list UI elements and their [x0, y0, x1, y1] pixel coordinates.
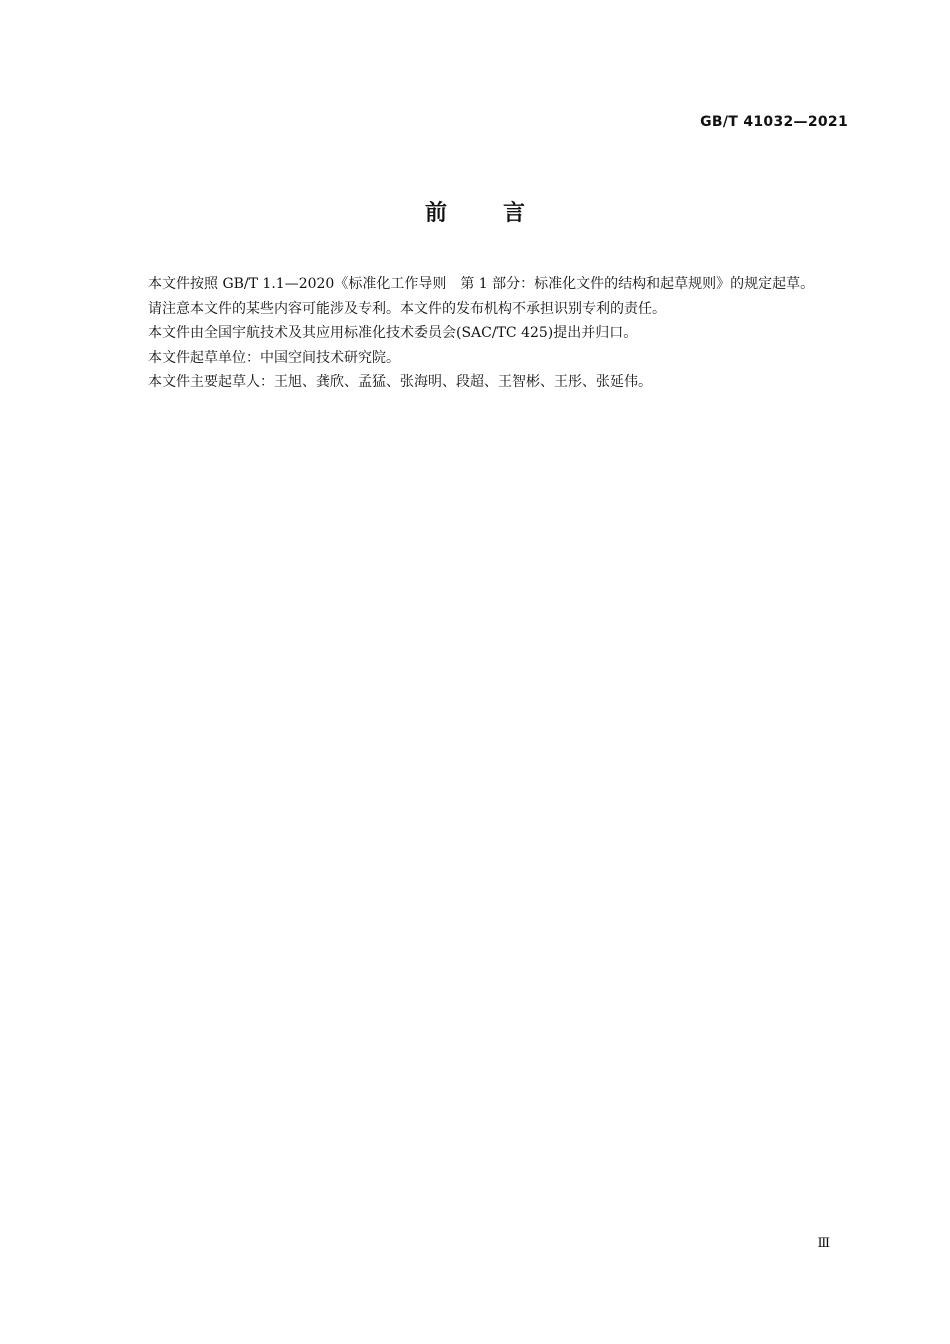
- page-number: Ⅲ: [817, 1236, 830, 1251]
- paragraph-proposer: 本文件由全国宇航技术及其应用标准化技术委员会(SAC/TC 425)提出并归口。: [148, 325, 638, 341]
- paragraph-drafters: 本文件主要起草人：王旭、龚欣、孟猛、张海明、段超、王智彬、王彤、张延伟。: [148, 374, 652, 390]
- page-title: [0, 196, 950, 227]
- paragraph-drafting-rules: 本文件按照 GB/T 1.1—2020《标准化工作导则 第 1 部分：标准化文件的结构和起草规则》的规定起草。: [148, 276, 815, 292]
- standard-code: GB/T 41032—2021: [700, 114, 848, 130]
- paragraph-patent-notice: 请注意本文件的某些内容可能涉及专利。本文件的发布机构不承担识别专利的责任。: [148, 300, 666, 317]
- paragraph-drafting-unit: 本文件起草单位：中国空间技术研究院。: [148, 349, 400, 366]
- title-char-2: 言: [503, 201, 526, 226]
- foreword-body: [113, 272, 851, 395]
- title-char-1: 前: [424, 201, 447, 226]
